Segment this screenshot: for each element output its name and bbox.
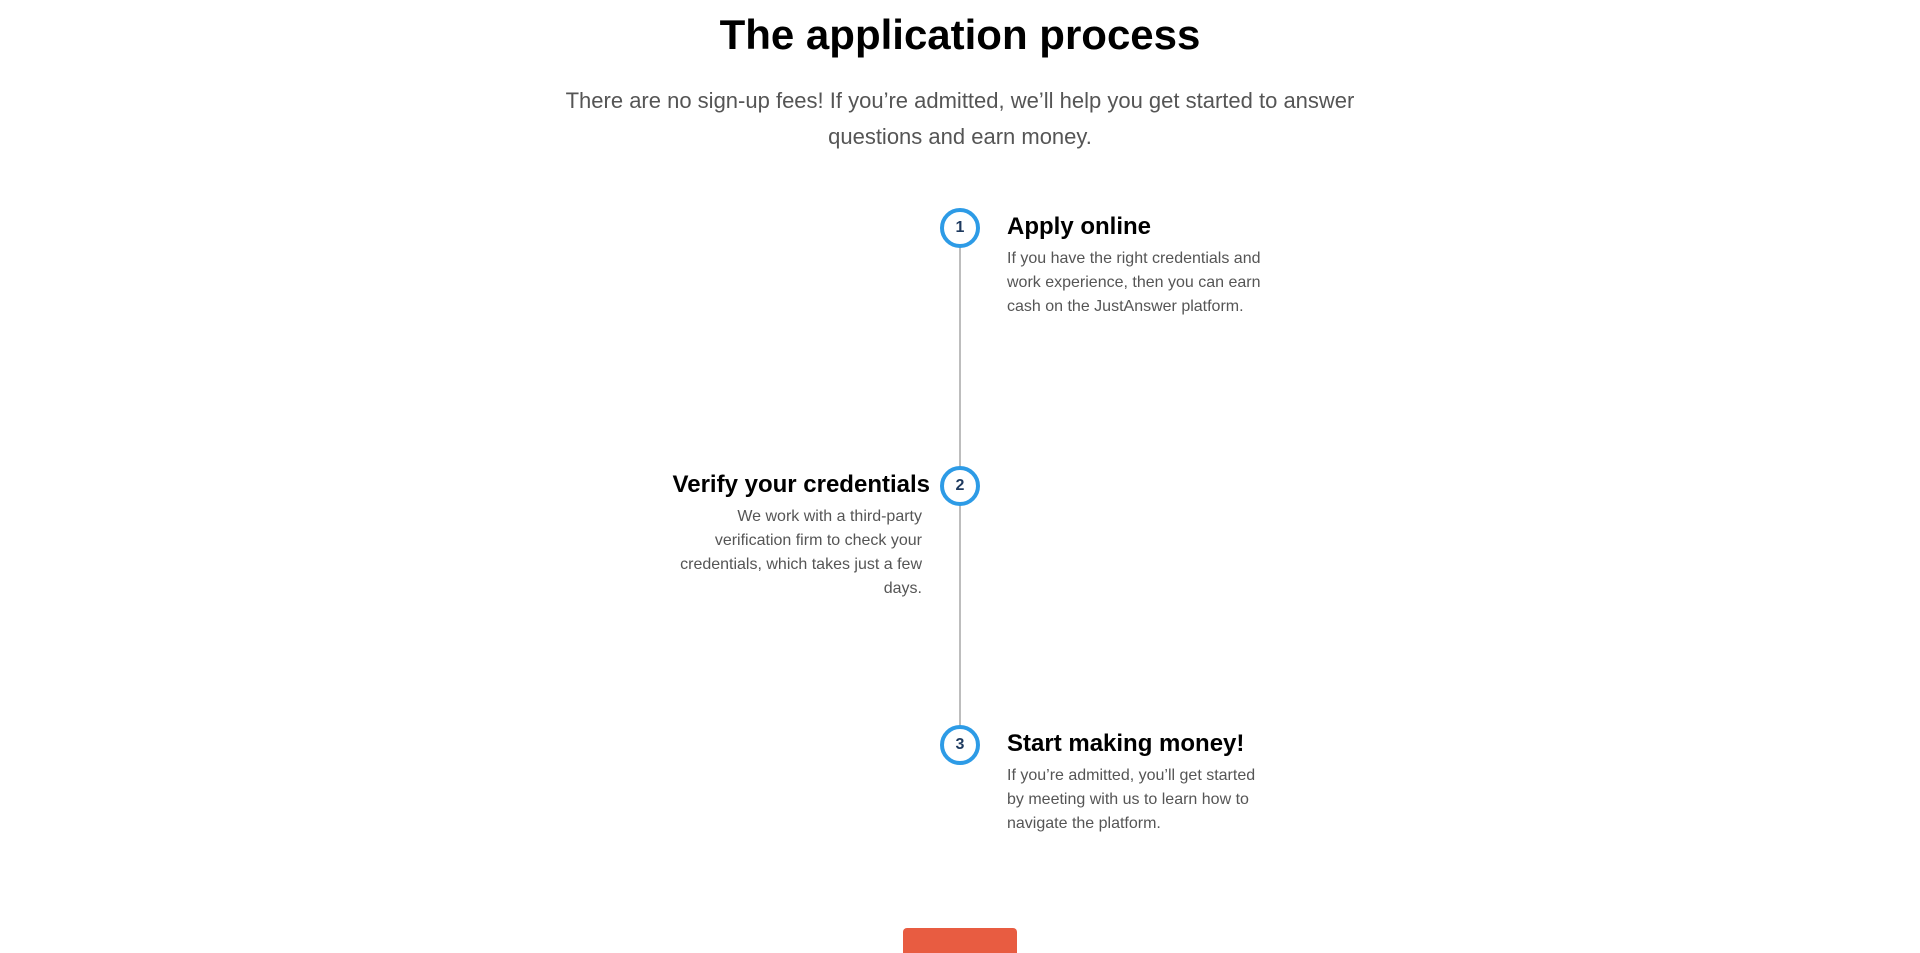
section-subtitle: There are no sign-up fees! If you’re admitted, we’ll help you get started to answer questions and earn money. [565,88,1355,149]
apply-button[interactable] [903,928,1017,953]
step-title: Verify your credentials [672,471,930,498]
step-number-circle: 3 [940,725,980,765]
step-description: We work with a third-party verification firm to check your credentials, which takes just a few days. [680,508,922,597]
step-title: Apply online [1007,213,1151,240]
step-number-circle: 2 [940,466,980,506]
step-description: If you have the right credentials and work experience, then you can earn cash on the JustAnswer platform. [1007,250,1261,315]
step-title: Start making money! [1007,730,1245,757]
step-description: If you’re admitted, you’ll get started by meeting with us to learn how to navigate the platform. [1007,767,1256,832]
step-number-circle: 1 [940,208,980,248]
section-title: The application process [719,11,1201,58]
